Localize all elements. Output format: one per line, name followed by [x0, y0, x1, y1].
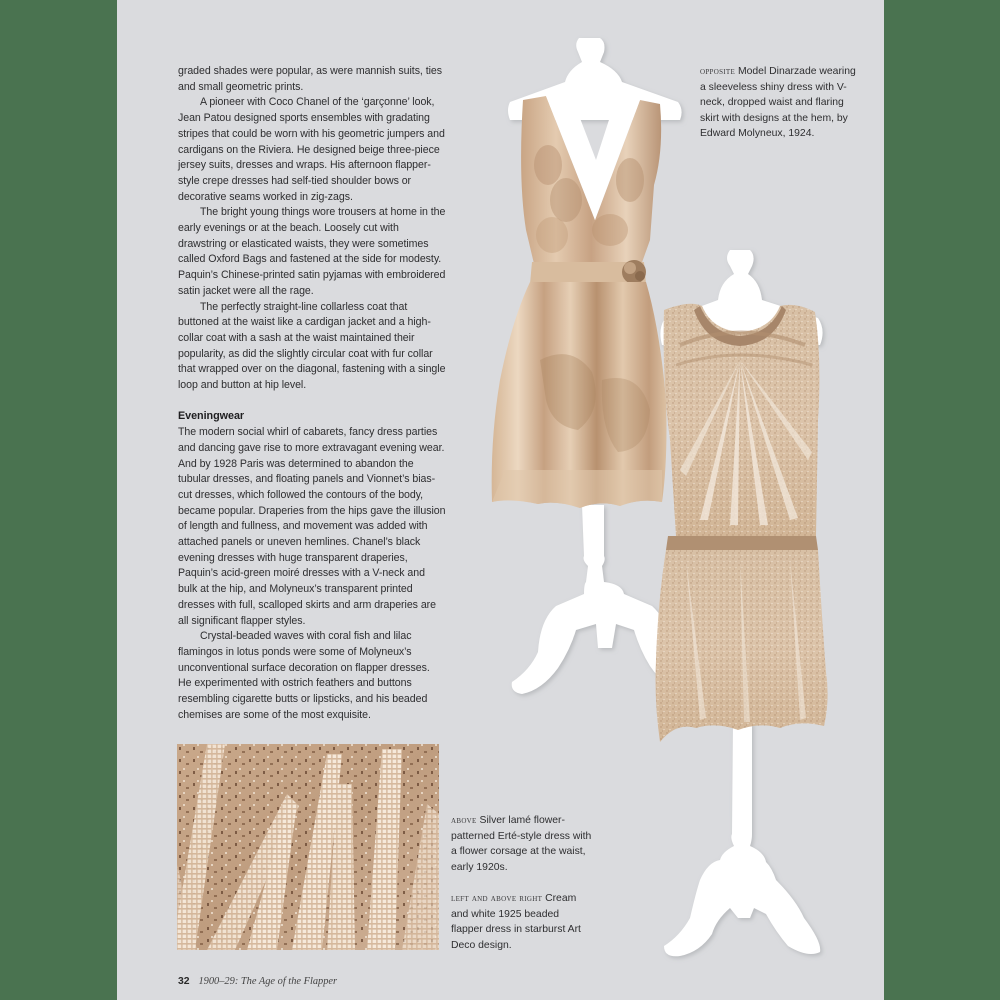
caption-opposite — [700, 64, 860, 142]
section-heading: Eveningwear — [178, 410, 245, 423]
page-number: 32 — [178, 976, 190, 987]
caption-above — [451, 813, 593, 953]
beadwork-detail-photo — [177, 744, 439, 950]
caption-lead: left and above right — [451, 892, 543, 904]
paragraph: The modern social whirl of cabarets, fancy dress parties and dancing gave rise to more extravagant evening wear. And by 1928 Paris was determined to abandon the tubular dresses, and floating panels and Vionnet’s bias-cut dresses, which followed the contours of the body, became popular. Draperies from the hips gave the illusion of length and fullness, and movement was added with attached panels or uneven hemlines. Chanel’s black evening dresses with huge transparent draperies, Paquin’s acid-green moiré dresses with a V-neck and bulk at the hip, and Molyneux’s transparent printed dresses with full, scalloped skirts and arm draperies are all significant flapper styles. — [178, 426, 446, 627]
paragraph: The perfectly straight-line collarless coat that buttoned at the waist like a cardigan jacket and a high-collar coat with a sash at the waist maintained their popularity, as did the slightly circular coat with fur collar that wrapped over on the diagonal, fastening with a single loop and button at hip level. — [178, 300, 446, 392]
paragraph: graded shades were popular, as were mannish suits, ties and small geometric prints. — [178, 65, 443, 93]
paragraph: Crystal-beaded waves with coral fish and lilac flamingos in lotus ponds were some of Molyneux’s unconventional surface decoration on flapper dresses. He experimented with ostrich feathers and buttons resembling cigarette butts or lipsticks, and his beaded chemises are some of the most exquisite. — [178, 630, 430, 721]
caption-text: Cream and white 1925 beaded flapper dress in starburst Art Deco design. — [451, 892, 581, 951]
running-title: 1900–29: The Age of the Flapper — [198, 976, 338, 987]
caption-lead: opposite — [700, 66, 736, 77]
caption-text: Model Dinarzade wearing a sleeveless shiny dress with V-neck, dropped waist and flaring skirt with designs at the hem, by Edward Molyneux, 1924. — [700, 66, 856, 140]
caption-text: Silver lamé flower-patterned Erté-style dress with a flower corsage at the waist, early 1920s. — [451, 815, 592, 873]
paragraph: A pioneer with Coco Chanel of the ‘garçonne’ look, Jean Patou designed sports ensembles with gradating stripes that could be worn with his geometric jumpers and cardigans on the Riviera. He designed beige three-piece jersey suits, dresses and wraps. His afternoon flapper-style crepe dresses had self-tied shoulder bows or decorative seams worked in zig-zags. — [178, 96, 445, 203]
paragraph: The bright young things wore trousers at home in the early evenings or at the beach. Loosely cut with drawstring or elasticated waists, they were sometimes called Oxford Bags and fastened at the side for modesty. Paquin’s Chinese-printed satin pyjamas with embroidered satin jacket were all the rage. — [178, 206, 446, 297]
caption-lead: above — [451, 815, 477, 826]
page-footer — [178, 976, 337, 987]
body-text-column — [178, 64, 446, 724]
